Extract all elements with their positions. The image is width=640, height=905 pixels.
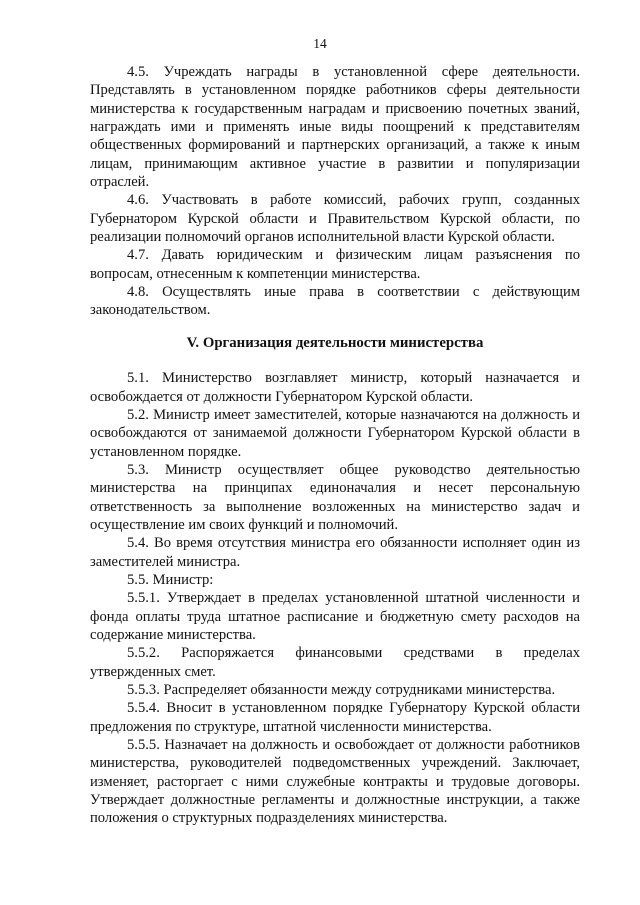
paragraph-5-5-2: 5.5.2. Распоряжается финансовыми средствами в пределах утвержденных смет. — [90, 645, 580, 680]
document-body — [90, 63, 580, 828]
paragraph-5-2: 5.2. Министр имеет заместителей, которые назначаются на должность и освобождаются от занимаемой должности Губернатором Курской области в установленном порядке. — [90, 406, 580, 460]
paragraph-5-1: 5.1. Министерство возглавляет министр, который назначается и освобождается от должности Губернатором Курской области. — [90, 370, 580, 405]
paragraph-4-7: 4.7. Давать юридическим и физическим лицам разъяснения по вопросам, отнесенным к компетенции министерства. — [90, 247, 580, 282]
paragraph-4-6: 4.6. Участвовать в работе комиссий, рабочих групп, созданных Губернатором Курской области и Правительством Курской области, по реализации полномочий органов исполнительной власти Курской области. — [90, 192, 580, 246]
paragraph-5-5: 5.5. Министр: — [127, 571, 214, 588]
paragraph-5-5-1: 5.5.1. Утверждает в пределах установленной штатной численности и фонда оплаты труда штатное расписание и бюджетную смету расходов на содержание министерства. — [90, 590, 580, 643]
section-heading: V. Организация деятельности министерства — [186, 334, 484, 351]
paragraph-4-8: 4.8. Осуществлять иные права в соответствии с действующим законодательством. — [90, 284, 580, 319]
paragraph-5-5-5: 5.5.5. Назначает на должность и освобождает от должности работников министерства, руководителей подведомственных учреждений. Заключает, изменяет, расторгает с ними служебные контракты и трудовые договоры. Утверждает должностные регламенты и должностные инструкции, а также положения о структурных подразделениях министерства. — [90, 737, 580, 827]
paragraph-5-3: 5.3. Министр осуществляет общее руководство деятельностью министерства на принципах единоначалия и несет персональную ответственность за выполнение возложенных на министерство задач и осуществление им своих функций и полномочий. — [90, 461, 580, 533]
paragraph-4-5: 4.5. Учреждать награды в установленной сфере деятельности. Представлять в установленном порядке работников сферы деятельности министерства к государственным наградам и присвоению почетных званий, награждать ими и применять иные виды поощрений к представителям общественных формирований и партнерских организаций, а также к иным лицам, принимающим активное участие в развитии и популяризации отраслей. — [90, 64, 580, 191]
paragraph-5-5-3: 5.5.3. Распределяет обязанности между сотрудниками министерства. — [127, 682, 556, 698]
paragraph-5-4: 5.4. Во время отсутствия министра его обязанности исполняет один из заместителей министра. — [90, 535, 580, 570]
paragraph-5-5-4: 5.5.4. Вносит в установленном порядке Губернатору Курской области предложения по структуре, штатной численности министерства. — [90, 700, 580, 735]
page-number: 14 — [313, 36, 327, 51]
